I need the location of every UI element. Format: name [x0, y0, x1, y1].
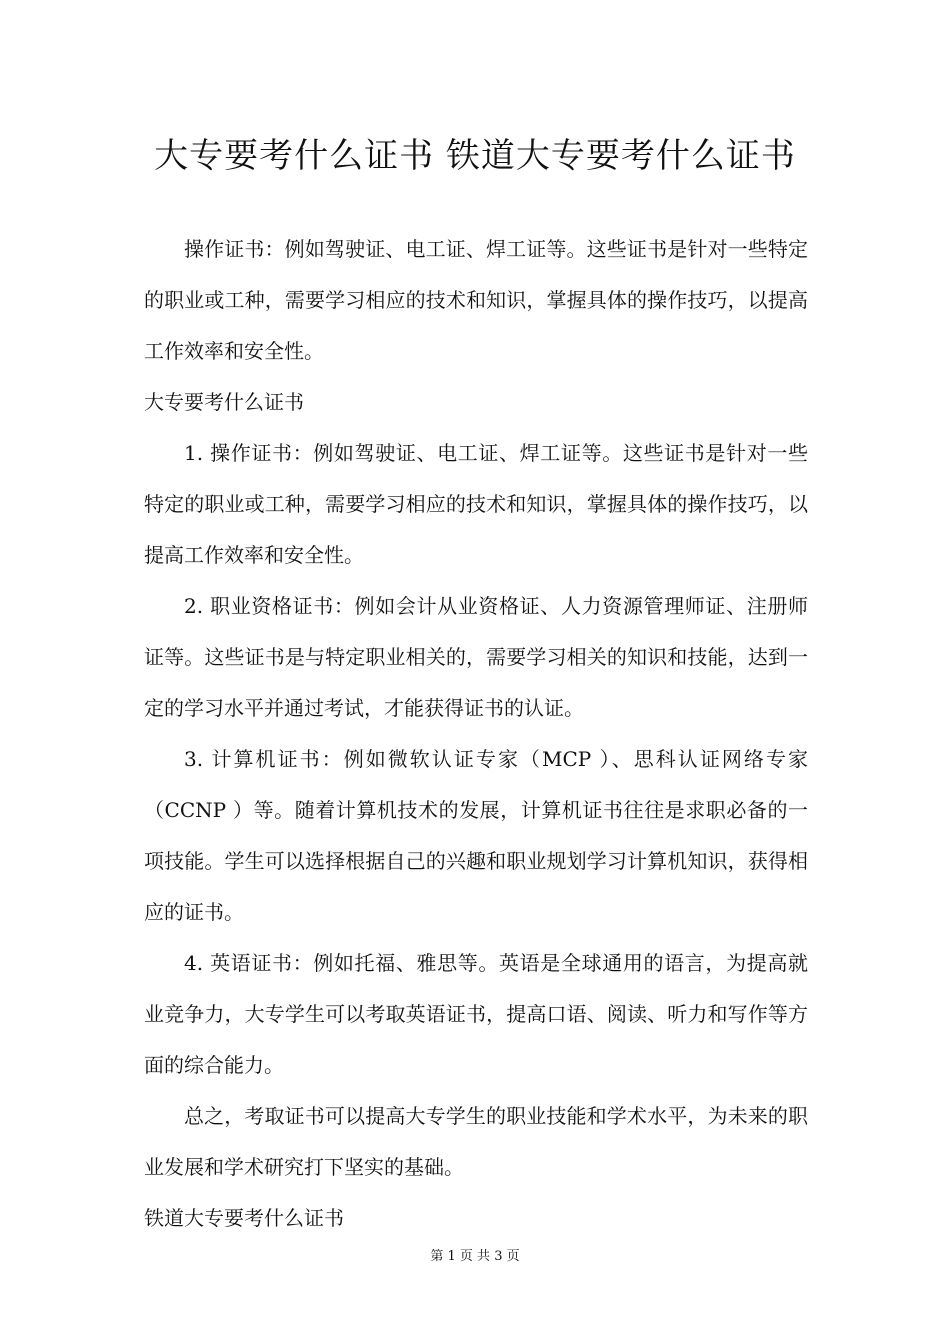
list-item-computer-certificate: 3. 计算机证书：例如微软认证专家（MCP ）、思科认证网络专家（CCNP ）等。随着计算机技术的发展，计算机证书往往是求职必备的一项技能。学生可以选择根据自己的兴趣和职业规划学习计算机知识，获得相应的证书。 [144, 747, 808, 924]
document-body [144, 224, 808, 1244]
intro-paragraph: 操作证书：例如驾驶证、电工证、焊工证等。这些证书是针对一些特定的职业或工种，需要学习相应的技术和知识，掌握具体的操作技巧，以提高工作效率和安全性。 [144, 237, 808, 363]
page-number: 第 1 页 共 3 页 [430, 1249, 520, 1264]
list-item-professional-certificate: 2. 职业资格证书：例如会计从业资格证、人力资源管理师证、注册师证等。这些证书是与特定职业相关的，需要学习相关的知识和技能，达到一定的学习水平并通过考试，才能获得证书的认证。 [144, 594, 808, 720]
list-item-operation-certificate: 1. 操作证书：例如驾驶证、电工证、焊工证等。这些证书是针对一些特定的职业或工种，需要学习相应的技术和知识，掌握具体的操作技巧，以提高工作效率和安全性。 [144, 441, 808, 567]
document-title: 大专要考什么证书 铁道大专要考什么证书 [154, 136, 796, 176]
conclusion-paragraph: 总之，考取证书可以提高大专学生的职业技能和学术水平，为未来的职业发展和学术研究打下坚实的基础。 [144, 1104, 808, 1179]
section-heading-railway: 铁道大专要考什么证书 [144, 1206, 344, 1230]
list-item-english-certificate: 4. 英语证书：例如托福、雅思等。英语是全球通用的语言，为提高就业竞争力，大专学生可以考取英语证书，提高口语、阅读、听力和写作等方面的综合能力。 [144, 951, 808, 1077]
section-heading-certificates: 大专要考什么证书 [144, 390, 304, 414]
